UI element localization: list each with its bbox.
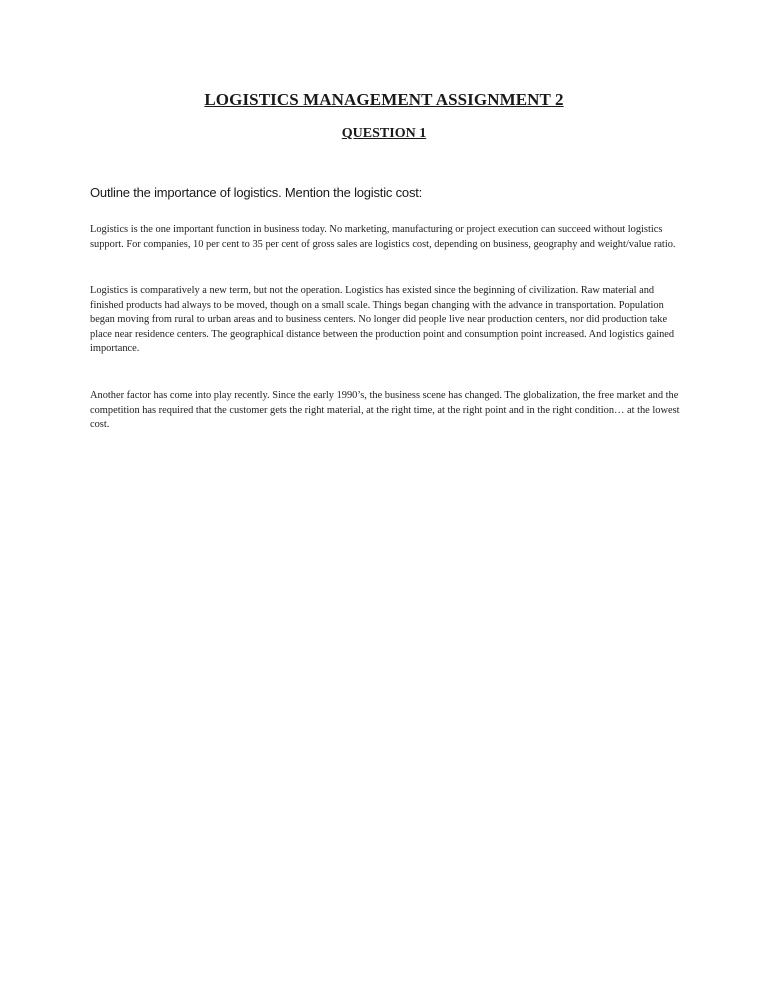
question-prompt: Outline the importance of logistics. Mention the logistic cost: [90,185,423,200]
question-heading: QUESTION 1 [341,126,427,141]
paragraph-1: Logistics is the one important function in business today. No marketing, manufacturing or project execution can succeed without logistics support. For companies, 10 per cent to 35 per cent of gross sales are logistics cost, depending on business, geography and weight/value ratio. [90,224,676,250]
document-title: LOGISTICS MANAGEMENT ASSIGNMENT 2 [204,90,564,109]
paragraph-3: Another factor has come into play recently. Since the early 1990’s, the business scene has changed. The globalization, the free market and the competition has required that the customer gets the right material, at the right time, at the right point and in the right condition… at the lowest cost. [90,390,680,431]
paragraph-2: Logistics is comparatively a new term, but not the operation. Logistics has existed since the beginning of civilization. Raw material and finished products had always to be moved, though on a small scale. Things began changing with the advance in transportation. Population began moving from rural to urban areas and to business centers. No longer did people live near production centers, nor did production take place near residence centers. The geographical distance between the production point and consumption point increased. And logistics gained importance. [90,285,675,355]
